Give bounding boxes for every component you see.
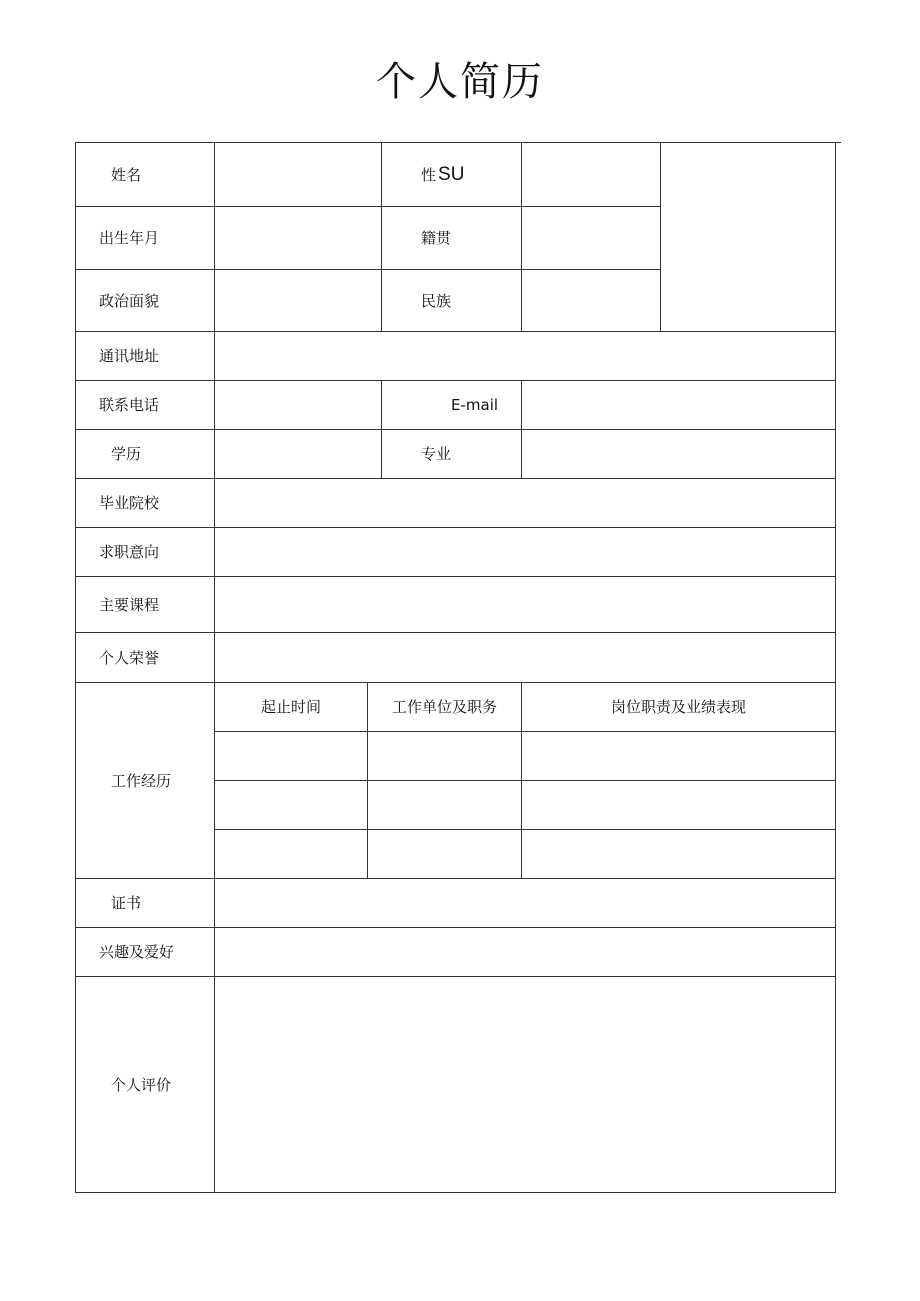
label-phone: 联系电话 (76, 381, 215, 430)
field-honors[interactable] (215, 633, 836, 683)
work-header-employer: 工作单位及职务 (368, 683, 522, 732)
label-honors: 个人荣誉 (76, 633, 215, 683)
field-education[interactable] (215, 430, 382, 479)
work-cell-duties[interactable] (522, 830, 836, 879)
work-cell-employer[interactable] (368, 781, 522, 830)
field-hobbies[interactable] (215, 928, 836, 977)
label-major: 专业 (382, 430, 522, 479)
label-gender-suffix: SU (438, 163, 465, 185)
field-name[interactable] (215, 143, 382, 207)
field-objective[interactable] (215, 528, 836, 577)
resume-table (75, 142, 841, 1193)
label-ethnicity: 民族 (382, 270, 522, 332)
field-certificates[interactable] (215, 879, 836, 928)
field-school[interactable] (215, 479, 836, 528)
work-cell-period[interactable] (215, 732, 368, 781)
label-objective: 求职意向 (76, 528, 215, 577)
label-birth: 出生年月 (76, 207, 215, 270)
label-work: 工作经历 (76, 683, 215, 879)
work-cell-duties[interactable] (522, 781, 836, 830)
label-email: E-mail (382, 381, 522, 430)
work-cell-duties[interactable] (522, 732, 836, 781)
label-address: 通讯地址 (76, 332, 215, 381)
label-political: 政治面貌 (76, 270, 215, 332)
field-evaluation[interactable] (215, 977, 836, 1193)
field-political[interactable] (215, 270, 382, 332)
field-birth[interactable] (215, 207, 382, 270)
label-hometown: 籍贯 (382, 207, 522, 270)
label-school: 毕业院校 (76, 479, 215, 528)
label-education: 学历 (76, 430, 215, 479)
field-address[interactable] (215, 332, 836, 381)
label-gender-prefix: 性 (421, 165, 437, 184)
work-header-period: 起止时间 (215, 683, 368, 732)
label-gender (382, 143, 522, 207)
work-cell-period[interactable] (215, 830, 368, 879)
work-cell-employer[interactable] (368, 830, 522, 879)
field-hometown[interactable] (522, 207, 661, 270)
field-major[interactable] (522, 430, 836, 479)
label-name: 姓名 (76, 143, 215, 207)
field-email[interactable] (522, 381, 836, 430)
field-gender[interactable] (522, 143, 661, 207)
page-title: 个人简历 (376, 59, 544, 105)
label-evaluation: 个人评价 (76, 977, 215, 1193)
label-hobbies: 兴趣及爱好 (76, 928, 215, 977)
work-cell-period[interactable] (215, 781, 368, 830)
field-ethnicity[interactable] (522, 270, 661, 332)
label-certificates: 证书 (76, 879, 215, 928)
work-header-duties: 岗位职责及业绩表现 (522, 683, 836, 732)
photo-box[interactable] (661, 143, 836, 332)
work-cell-employer[interactable] (368, 732, 522, 781)
label-courses: 主要课程 (76, 577, 215, 633)
field-phone[interactable] (215, 381, 382, 430)
field-courses[interactable] (215, 577, 836, 633)
